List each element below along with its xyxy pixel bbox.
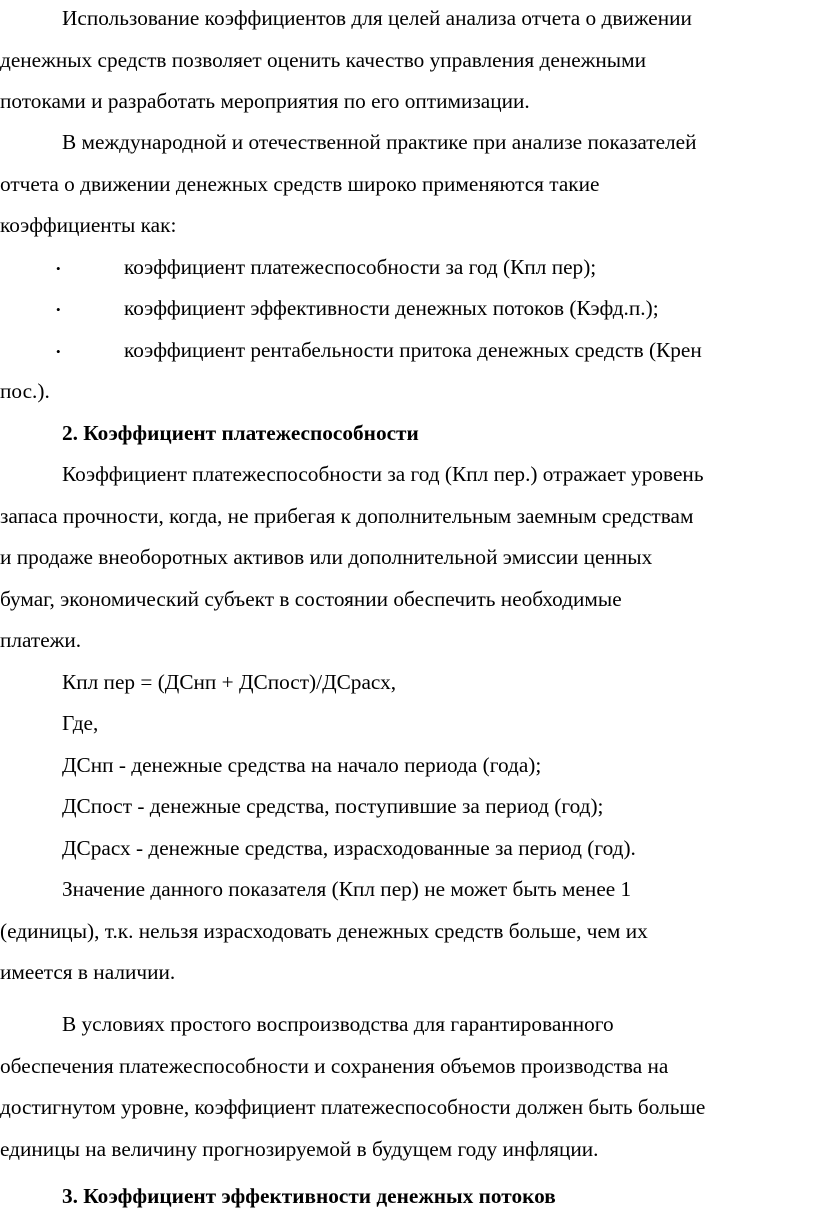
- paragraph-2-line-2: отчета о движении денежных средств широко применяются такие: [0, 172, 600, 196]
- section-2-p3-line-4: единицы на величину прогнозируемой в будущем году инфляции.: [0, 1137, 599, 1161]
- section-2-p3-line-1: В условиях простого воспроизводства для гарантированного: [62, 1012, 614, 1036]
- definition-1: ДСнп - денежные средства на начало периода (года);: [62, 753, 542, 777]
- section-2-p1-line-3: и продаже внеоборотных активов или дополнительной эмиссии ценных: [0, 545, 653, 569]
- paragraph-2-line-1: В международной и отечественной практике при анализе показателей: [62, 130, 697, 154]
- section-2-p2-line-3: имеется в наличии.: [0, 960, 176, 984]
- section-2-p1-line-2: запаса прочности, когда, не прибегая к дополнительным заемным средствам: [0, 504, 694, 528]
- section-2-p2-line-2: (единицы), т.к. нельзя израсходовать денежных средств больше, чем их: [0, 919, 648, 943]
- bullet-icon: •: [56, 344, 61, 359]
- bullet-item-3: коэффициент рентабельности притока денежных средств (Крен: [124, 338, 702, 362]
- bullet-icon: •: [56, 261, 61, 276]
- bullet-item-1: коэффициент платежеспособности за год (Кпл пер);: [124, 255, 597, 279]
- definition-2: ДСпост - денежные средства, поступившие за период (год);: [62, 794, 604, 818]
- section-2-p3-line-2: обеспечения платежеспособности и сохранения объемов производства на: [0, 1054, 669, 1078]
- section-2-heading: 2. Коэффициент платежеспособности: [62, 421, 419, 445]
- section-2-p1-line-1: Коэффициент платежеспособности за год (Кпл пер.) отражает уровень: [62, 462, 704, 486]
- section-2-p2-line-1: Значение данного показателя (Кпл пер) не может быть менее 1: [62, 877, 632, 901]
- paragraph-2-line-3: коэффициенты как:: [0, 213, 177, 237]
- section-2-p1-line-4: бумаг, экономический субъект в состоянии обеспечить необходимые: [0, 587, 622, 611]
- section-2-p1-line-5: платежи.: [0, 628, 82, 652]
- paragraph-1-line-2: денежных средств позволяет оценить качество управления денежными: [0, 48, 646, 72]
- formula: Кпл пер = (ДСнп + ДСпост)/ДСрасх,: [62, 670, 397, 694]
- formula-where: Где,: [62, 711, 99, 735]
- bullet-icon: •: [56, 302, 61, 317]
- bullet-item-3-continuation: пос.).: [0, 379, 50, 403]
- bullet-item-2: коэффициент эффективности денежных потоков (Кэфд.п.);: [124, 296, 659, 320]
- paragraph-1-line-1: Использование коэффициентов для целей анализа отчета о движении: [62, 6, 692, 30]
- definition-3: ДСрасх - денежные средства, израсходованные за период (год).: [62, 836, 636, 860]
- paragraph-1-line-3: потоками и разработать мероприятия по его оптимизации.: [0, 89, 530, 113]
- section-3-heading: 3. Коэффициент эффективности денежных потоков: [62, 1184, 556, 1208]
- section-2-p3-line-3: достигнутом уровне, коэффициент платежеспособности должен быть больше: [0, 1095, 706, 1119]
